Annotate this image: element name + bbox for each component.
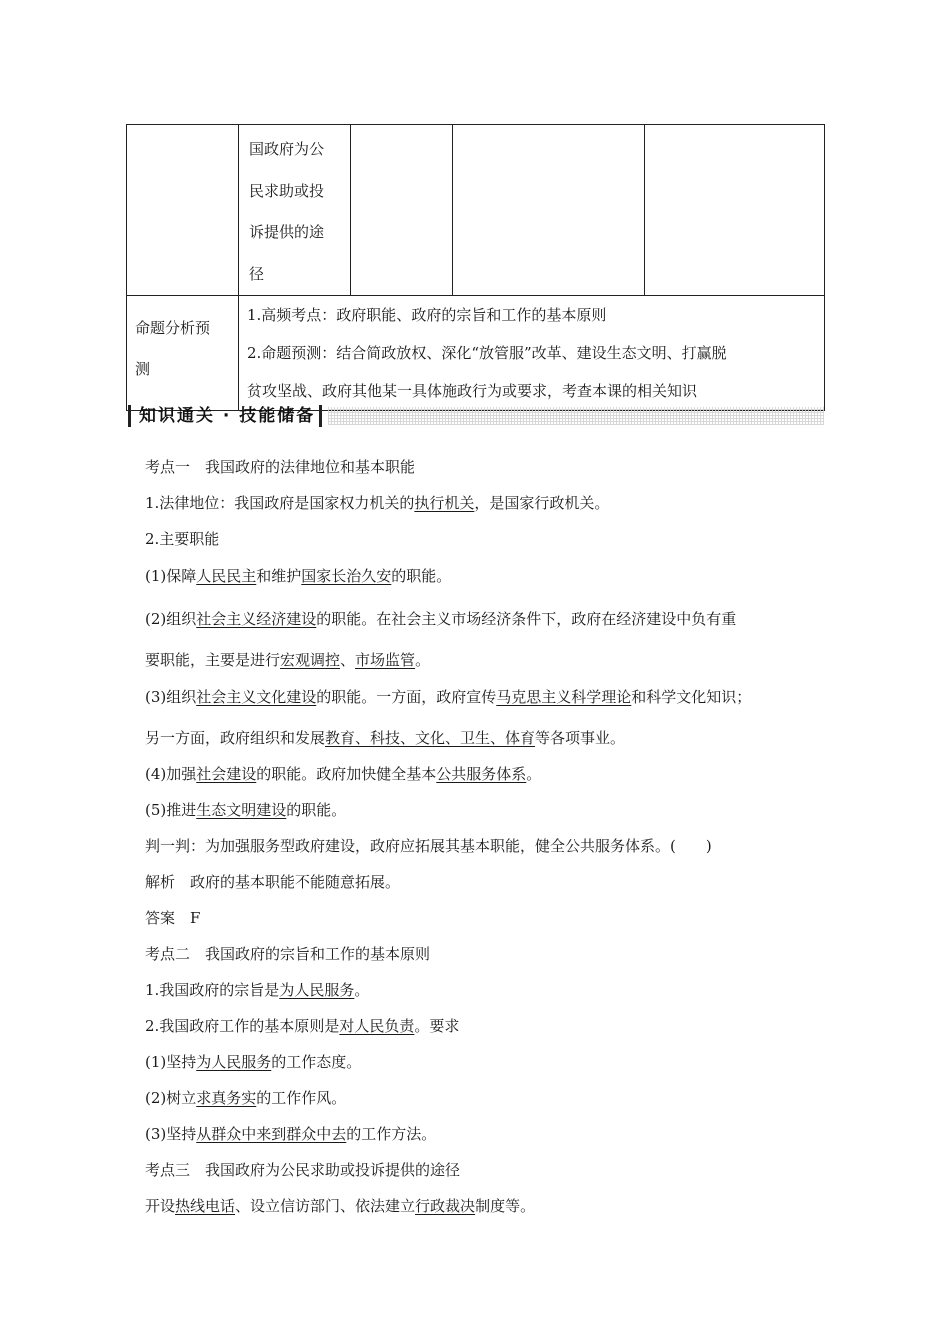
table-cell-empty	[645, 125, 825, 296]
text-line: (5)推进生态文明建设的职能。	[145, 801, 347, 819]
prediction-line: 贫攻坚战、政府其他某一具体施政行为或要求，考查本课的相关知识	[247, 382, 698, 400]
underlined-term: 执行机关	[414, 494, 475, 512]
analysis-text: 解析 政府的基本职能不能随意拓展。	[145, 873, 401, 891]
text-line: (2)组织社会主义经济建设的职能。在社会主义市场经济条件下，政府在经济建设中负有重	[145, 610, 737, 628]
underlined-term: 人民民主	[196, 567, 257, 585]
topic-line: 民求助或投	[249, 181, 325, 200]
table-cell-empty	[453, 125, 645, 296]
table-cell-prediction	[239, 296, 825, 411]
topic-line: 径	[249, 264, 265, 283]
underlined-term: 行政裁决	[415, 1197, 476, 1215]
text-line: (2)树立求真务实的工作作风。	[145, 1089, 347, 1107]
label-line: 测	[135, 360, 151, 378]
section-heading: 考点二 我国政府的宗旨和工作的基本原则	[145, 945, 431, 963]
text-line: 1.我国政府的宗旨是为人民服务。	[145, 981, 370, 999]
underlined-term: 社会建设	[196, 765, 257, 783]
text-line: 1.法律地位：我国政府是国家权力机关的执行机关，是国家行政机关。	[145, 494, 610, 512]
text-line: (4)加强社会建设的职能。政府加快健全基本公共服务体系。	[145, 765, 542, 783]
label-line: 命题分析预	[135, 319, 211, 337]
table-row	[127, 125, 825, 296]
underlined-term: 马克思主义科学理论	[496, 688, 632, 706]
underlined-term: 公共服务体系	[436, 765, 527, 783]
prediction-line: 2.命题预测：结合简政放权、深化“放管服”改革、建设生态文明、打赢脱	[247, 344, 727, 362]
underlined-term: 社会主义经济建设	[196, 610, 317, 628]
text-line: (3)组织社会主义文化建设的职能。一方面，政府宣传马克思主义科学理论和科学文化知识；	[145, 688, 752, 706]
section-banner	[128, 402, 824, 430]
underlined-term: 宏观调控	[280, 651, 341, 669]
answer-text: 答案 F	[145, 909, 201, 927]
banner-title: 知识通关 · 技能储备	[135, 405, 322, 427]
underlined-term: 市场监管	[355, 651, 416, 669]
table-cell-label	[127, 125, 239, 296]
table-row	[127, 296, 825, 411]
section-heading: 考点一 我国政府的法律地位和基本职能	[145, 458, 416, 476]
text-line: 开设热线电话、设立信访部门、依法建立行政裁决制度等。	[145, 1197, 536, 1215]
text-line: (3)坚持从群众中来到群众中去的工作方法。	[145, 1125, 437, 1143]
topic-line: 国政府为公	[249, 140, 325, 158]
underlined-term: 教育、科技、文化、卫生、体育	[325, 729, 536, 747]
text-line: (1)坚持为人民服务的工作态度。	[145, 1053, 362, 1071]
exam-table	[126, 124, 825, 411]
section-heading: 考点三 我国政府为公民求助或投诉提供的途径	[145, 1161, 461, 1179]
underlined-term: 求真务实	[196, 1089, 257, 1107]
underlined-term: 国家长治久安	[301, 567, 392, 585]
underlined-term: 生态文明建设	[196, 801, 287, 819]
text-line: (1)保障人民民主和维护国家长治久安的职能。	[145, 567, 452, 585]
underlined-term: 社会主义文化建设	[196, 688, 317, 706]
table-cell-label	[127, 296, 239, 411]
underlined-term: 为人民服务	[279, 981, 355, 999]
underlined-term: 从群众中来到群众中去	[196, 1125, 347, 1143]
judge-question: 判一判：为加强服务型政府建设，政府应拓展其基本职能，健全公共服务体系。( )	[145, 837, 712, 855]
underlined-term: 热线电话	[175, 1197, 236, 1215]
text-line: 2.我国政府工作的基本原则是对人民负责。要求	[145, 1017, 460, 1035]
banner-bar	[128, 405, 131, 427]
prediction-line: 1.高频考点：政府职能、政府的宗旨和工作的基本原则	[247, 306, 607, 324]
table-cell-topic	[239, 125, 351, 296]
text-line: 另一方面，政府组织和发展教育、科技、文化、卫生、体育等各项事业。	[145, 729, 626, 747]
subheading: 2.主要职能	[145, 530, 220, 548]
banner-pattern	[328, 407, 824, 425]
text-line: 要职能，主要是进行宏观调控、市场监管。	[145, 651, 431, 669]
underlined-term: 为人民服务	[196, 1053, 272, 1071]
table-cell-empty	[351, 125, 453, 296]
underlined-term: 对人民负责	[339, 1017, 415, 1035]
topic-line: 诉提供的途	[249, 223, 325, 241]
